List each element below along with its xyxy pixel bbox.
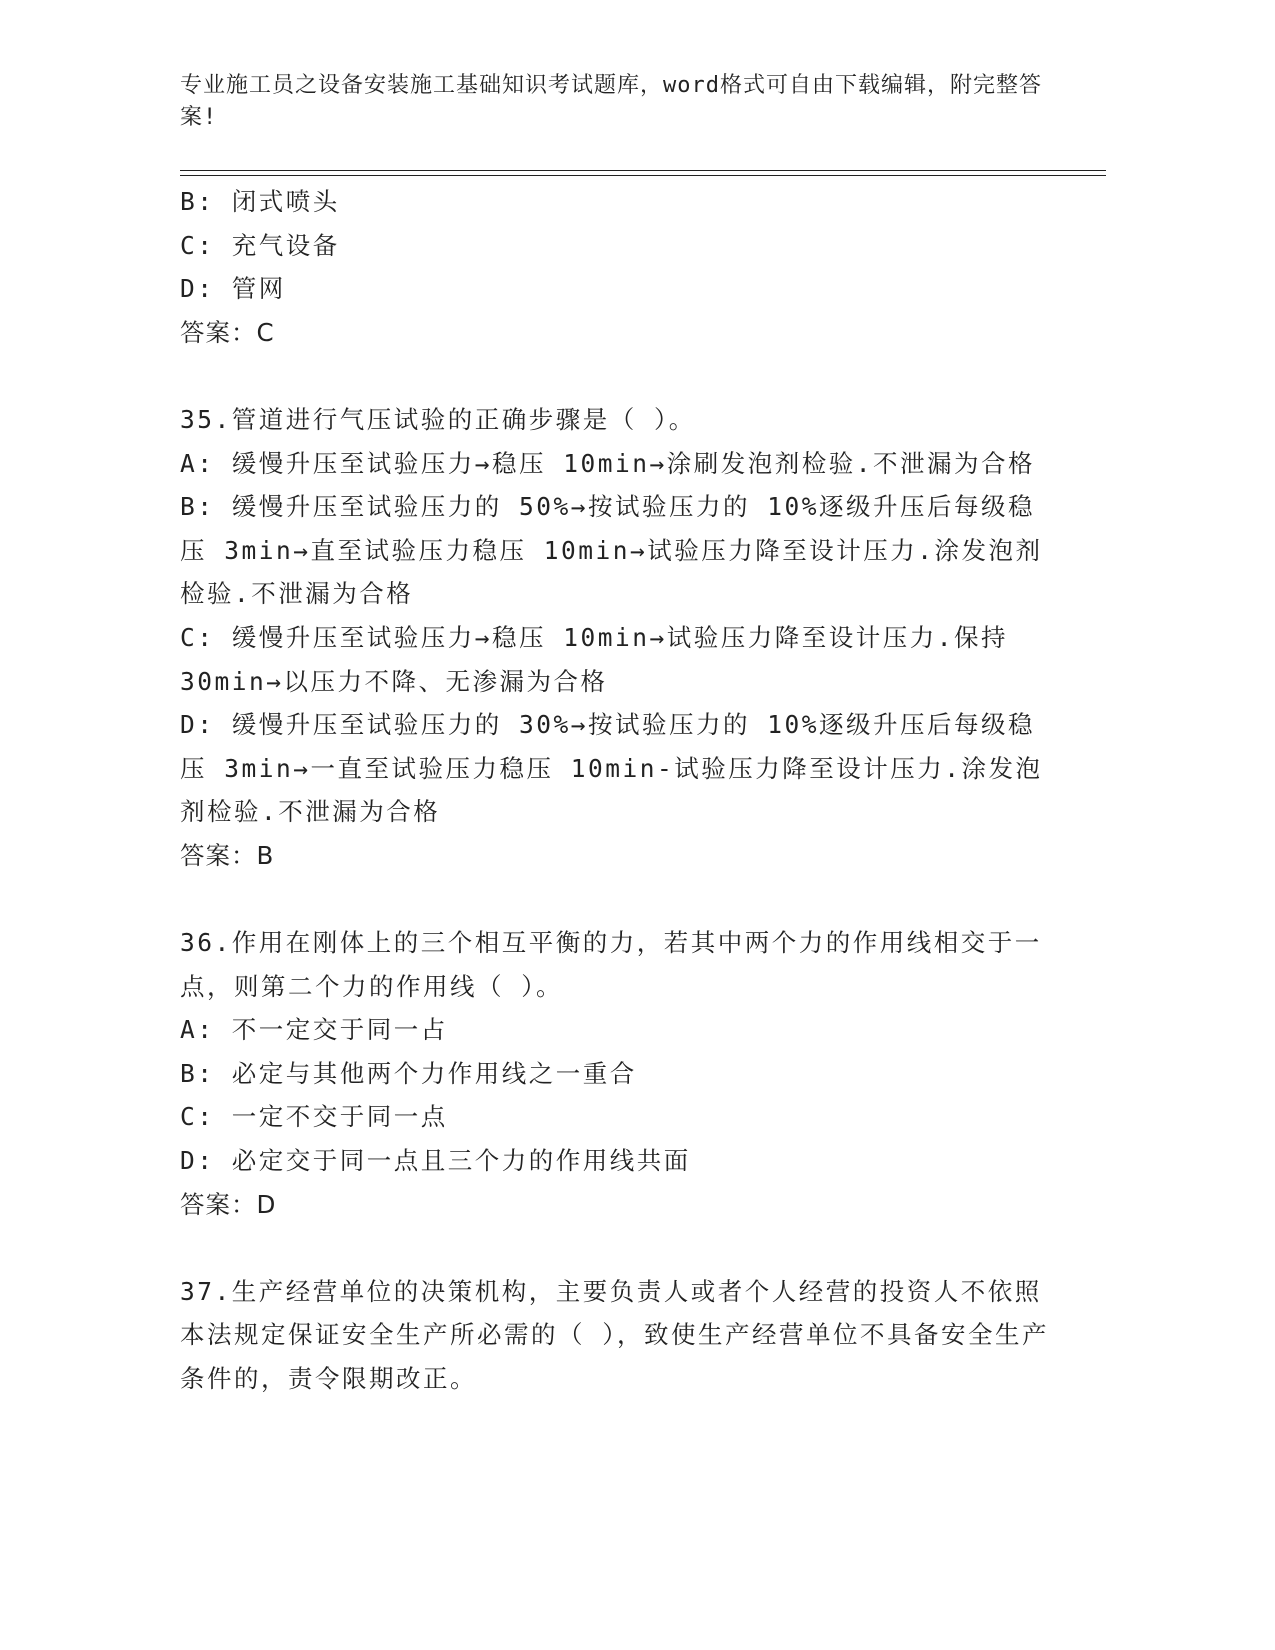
header-divider-top xyxy=(180,170,1106,171)
option-c: C: 充气设备 xyxy=(180,230,340,260)
spacer xyxy=(180,354,1050,398)
q35-option-d: D: 缓慢升压至试验压力的 30%→按试验压力的 10%逐级升压后每级稳压 3min→一直至试验压力稳压 10min-试验压力降至设计压力.涂发泡剂检验.不泄漏为合格 xyxy=(180,710,1043,827)
question-35: 35.管道进行气压试验的正确步骤是（ ）。 xyxy=(180,404,696,434)
q36-answer: 答案：D xyxy=(180,1189,277,1219)
header-divider-bottom xyxy=(180,175,1106,176)
q35-option-a: A: 缓慢升压至试验压力→稳压 10min→涂刷发泡剂检验.不泄漏为合格 xyxy=(180,448,1036,478)
spacer xyxy=(180,1226,1050,1270)
q35-option-b: B: 缓慢升压至试验压力的 50%→按试验压力的 10%逐级升压后每级稳压 3min→直至试验压力稳压 10min→试验压力降至设计压力.涂发泡剂检验.不泄漏为合格 xyxy=(180,492,1043,609)
q35-answer: 答案：B xyxy=(180,840,275,870)
q36-option-a: A: 不一定交于同一占 xyxy=(180,1015,448,1045)
q35-option-c: C: 缓慢升压至试验压力→稳压 10min→试验压力降至设计压力.保持30min→以压力不降、无渗漏为合格 xyxy=(180,622,1009,696)
document-header: 专业施工员之设备安装施工基础知识考试题库，word格式可自由下载编辑，附完整答案! xyxy=(180,73,1042,130)
q36-option-b: B: 必定与其他两个力作用线之一重合 xyxy=(180,1058,637,1088)
spacer xyxy=(180,878,1050,922)
q36-option-c: C: 一定不交于同一点 xyxy=(180,1102,448,1132)
question-37: 37.生产经营单位的决策机构，主要负责人或者个人经营的投资人不依照本法规定保证安全生产所必需的（ ），致使生产经营单位不具备安全生产条件的，责令限期改正。 xyxy=(180,1276,1049,1394)
option-d: D: 管网 xyxy=(180,274,286,304)
answer-line: 答案：C xyxy=(180,317,275,347)
question-content xyxy=(180,180,1050,1401)
question-36: 36.作用在刚体上的三个相互平衡的力，若其中两个力的作用线相交于一点，则第二个力的作用线（ ）。 xyxy=(180,928,1042,1001)
q36-option-d: D: 必定交于同一点且三个力的作用线共面 xyxy=(180,1146,691,1176)
option-b: B: 闭式喷头 xyxy=(180,187,340,216)
